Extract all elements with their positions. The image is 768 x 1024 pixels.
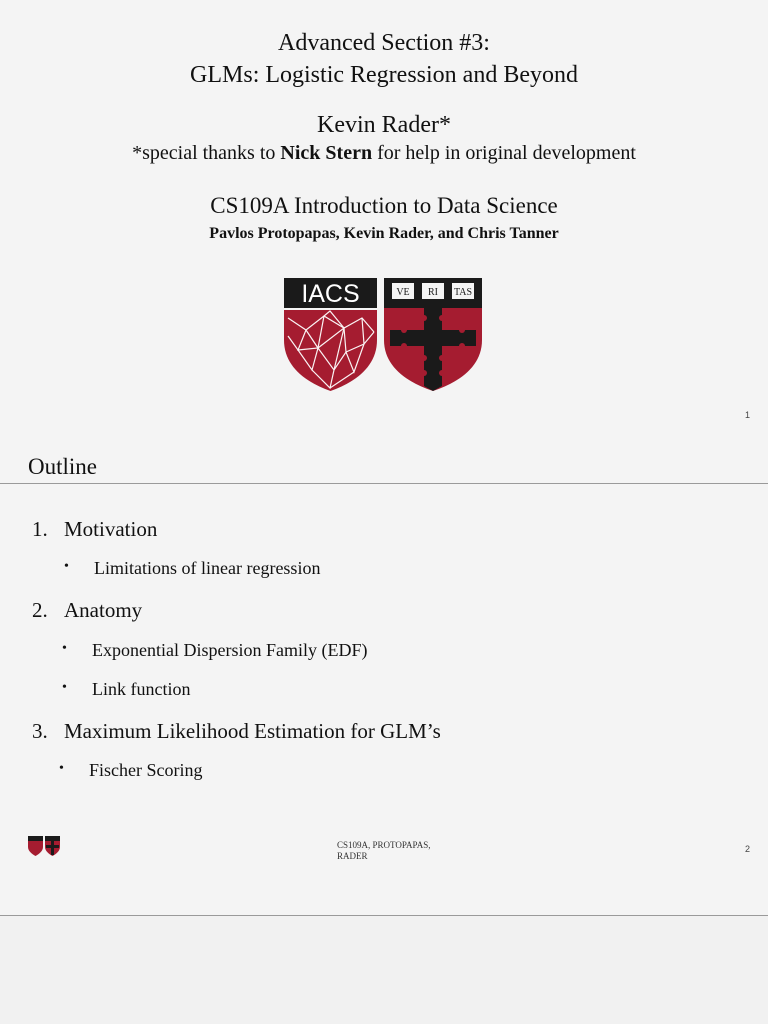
slide-title-line2: GLMs: Logistic Regression and Beyond <box>190 62 578 88</box>
footer-line2: RADER <box>337 851 368 861</box>
outline-subitem <box>62 678 191 700</box>
slide-number: 2 <box>744 844 750 854</box>
outline-subitem <box>62 639 368 661</box>
instructors: Pavlos Protopapas, Kevin Rader, and Chris Tanner <box>209 225 559 242</box>
slide-footer <box>337 840 430 862</box>
blank-area <box>0 916 768 1024</box>
veritas-ri: RI <box>428 287 438 298</box>
logo-left-text: IACS <box>301 280 360 308</box>
outline-subitem-label: Link function <box>92 679 191 699</box>
outline-item-label: Maximum Likelihood Estimation for GLM’s <box>64 719 441 743</box>
bullet-icon: • <box>59 761 64 776</box>
acknowledgement-prefix: *special thanks to <box>132 142 281 164</box>
outline-subitem-label: Exponential Dispersion Family (EDF) <box>92 640 368 660</box>
slide-title-line1: Advanced Section #3: <box>278 30 490 56</box>
footer-line1: CS109A, PROTOPAPAS, <box>337 840 431 850</box>
outline-item-number: 3. <box>32 719 48 743</box>
slide-title: Outline <box>28 454 97 479</box>
iacs-shield-icon <box>284 278 377 391</box>
outline-item-label: Anatomy <box>64 598 143 622</box>
outline-item-number: 2. <box>32 598 48 622</box>
author-name: Kevin Rader* <box>317 112 451 138</box>
outline-subitem <box>64 557 321 579</box>
bullet-icon: • <box>62 641 67 656</box>
outline-subitem <box>59 759 203 781</box>
outline-item-motivation <box>32 516 157 542</box>
bullet-icon: • <box>64 559 69 574</box>
bullet-icon: • <box>62 680 67 695</box>
outline-item-label: Motivation <box>64 517 158 541</box>
title-divider <box>0 483 768 484</box>
veritas-ve: VE <box>396 287 410 298</box>
outline-slide <box>0 434 768 916</box>
acknowledgement <box>0 141 768 165</box>
iacs-harvard-logo <box>284 278 482 392</box>
outline-item-anatomy <box>32 597 142 623</box>
outline-item-number: 1. <box>32 517 48 541</box>
acknowledgement-name: Nick Stern <box>280 142 373 164</box>
footer-logo-icon <box>28 836 60 856</box>
harvard-shield-icon <box>384 278 482 391</box>
course-title: CS109A Introduction to Data Science <box>210 193 558 218</box>
veritas-tas: TAS <box>453 287 473 298</box>
outline-item-mle <box>32 718 441 744</box>
outline-subitem-label: Fischer Scoring <box>89 760 203 780</box>
slide-number: 1 <box>744 410 750 420</box>
acknowledgement-suffix: for help in original development <box>372 142 636 164</box>
title-slide <box>0 0 768 434</box>
outline-subitem-label: Limitations of linear regression <box>94 558 321 578</box>
